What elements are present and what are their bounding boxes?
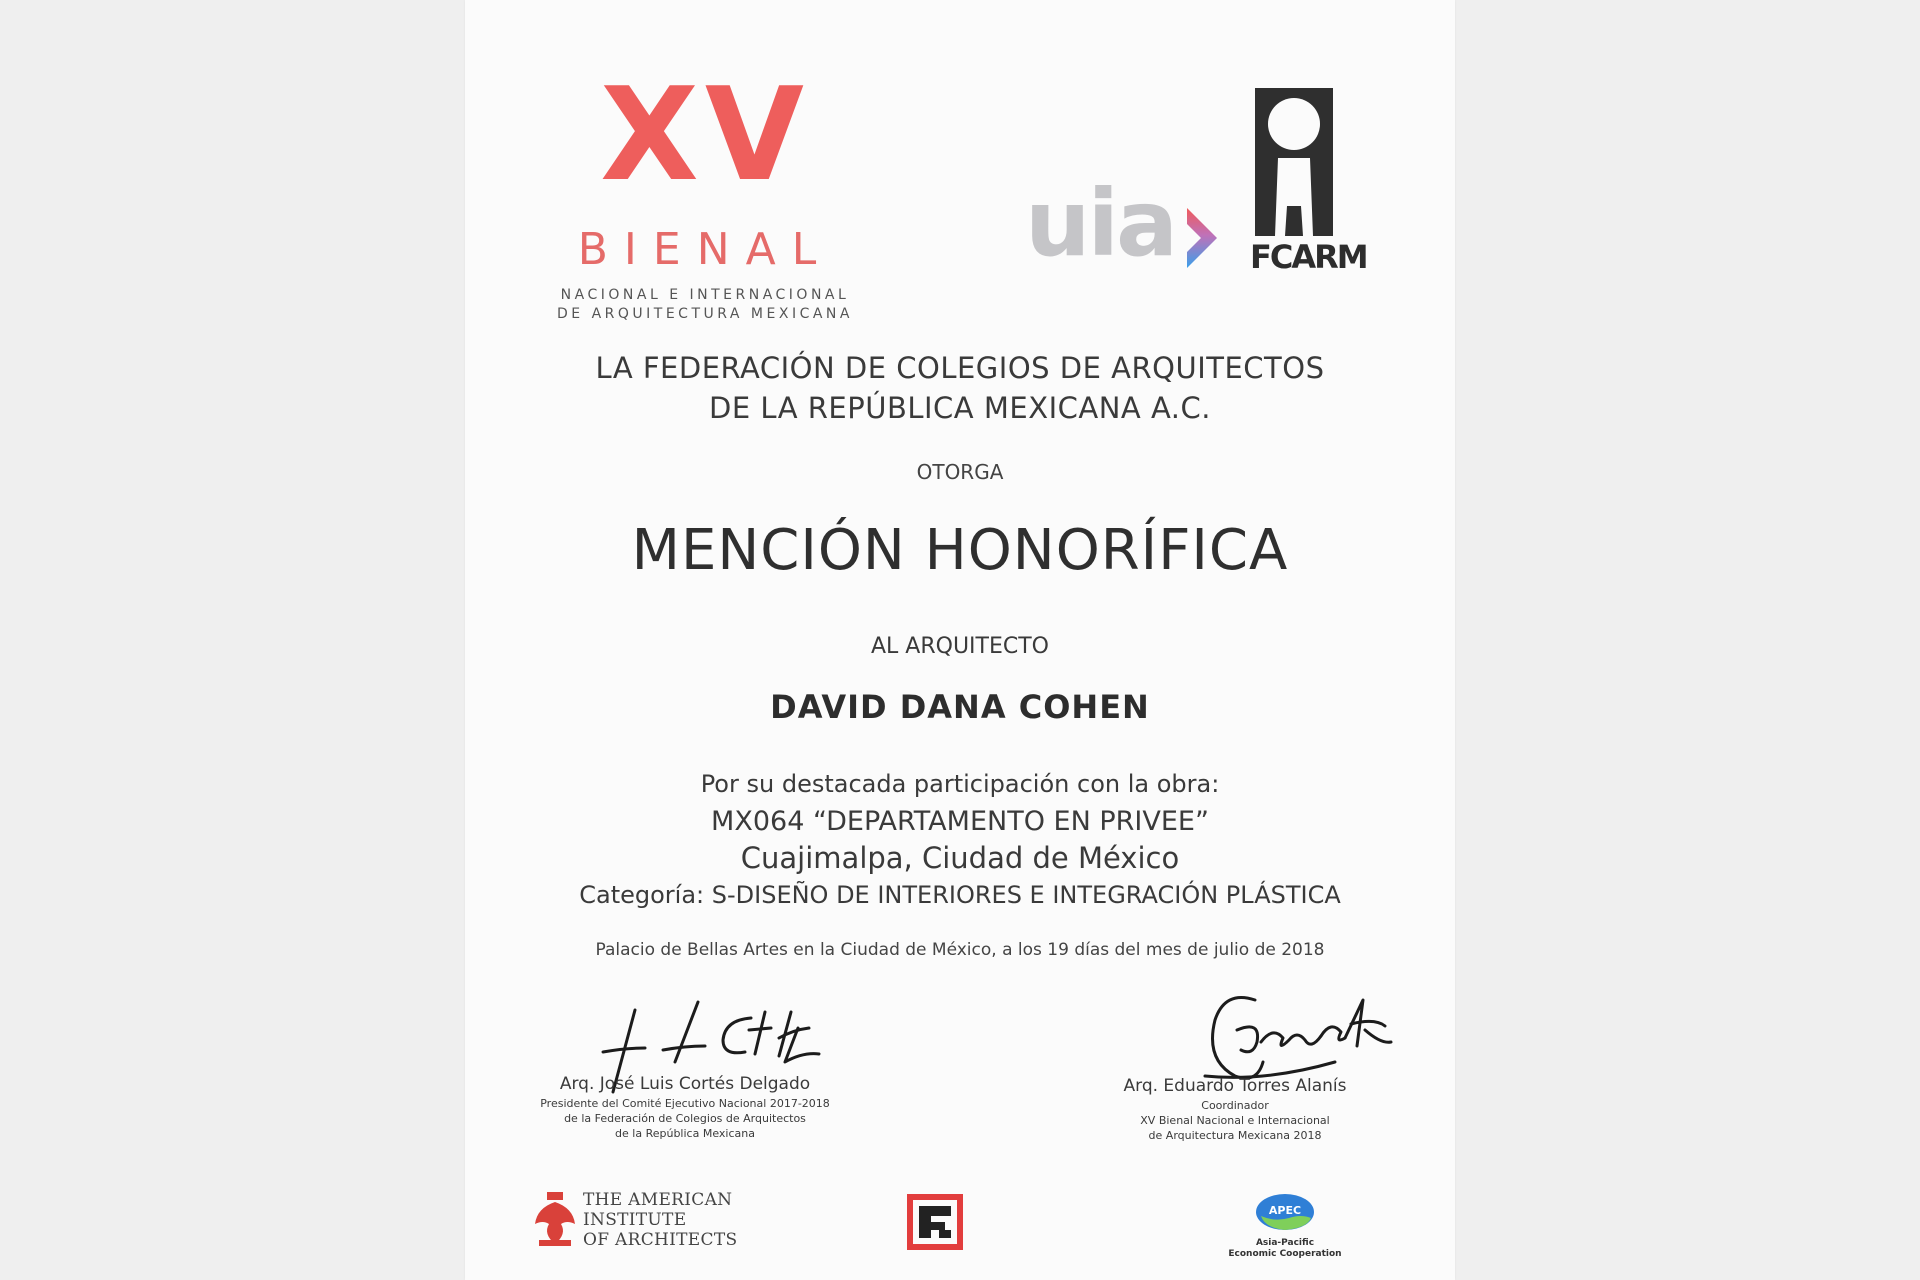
signatory-1-role-3: de la República Mexicana — [615, 1127, 755, 1140]
signatory-2-role-3: de Arquitectura Mexicana 2018 — [1148, 1129, 1322, 1142]
issuer-federation — [465, 348, 1455, 428]
project-title: MX064 “DEPARTAMENTO EN PRIVEE” — [711, 806, 1209, 837]
signatory-1-role-1: Presidente del Comité Ejecutivo Nacional 2017-2018 — [540, 1097, 830, 1110]
signatory-1-role-2: de la Federación de Colegios de Arquitectos — [564, 1112, 806, 1125]
place-and-date: Palacio de Bellas Artes en la Ciudad de México, a los 19 días del mes de julio de 2018 — [595, 940, 1325, 960]
signatory-2-role-2: XV Bienal Nacional e Internacional — [1140, 1114, 1330, 1127]
apec-sub-line-2: Economic Cooperation — [1228, 1249, 1342, 1259]
otorga-label: OTORGA — [916, 460, 1004, 484]
signatory-1 — [525, 1072, 845, 1141]
xv-numeral: XV — [600, 61, 810, 210]
apec-subtitle — [1220, 1238, 1350, 1260]
aia-name — [583, 1190, 737, 1250]
aia-eagle-icon — [533, 1190, 577, 1248]
fpaa-logo-icon — [907, 1194, 963, 1250]
aia-line-1: THE AMERICAN — [583, 1190, 733, 1210]
bienal-subtitle — [535, 286, 875, 324]
recipient-name: DAVID DANA COHEN — [770, 688, 1150, 726]
aia-line-3: OF ARCHITECTS — [583, 1230, 738, 1250]
fcarm-label: FCARM — [1250, 238, 1367, 276]
federation-line-2: DE LA REPÚBLICA MEXICANA A.C. — [709, 391, 1211, 425]
uia-arrow-icon — [1183, 206, 1221, 270]
award-title: MENCIÓN HONORÍFICA — [631, 518, 1289, 583]
bienal-subtitle-line-1: NACIONAL E INTERNACIONAL — [560, 287, 850, 303]
recipient-prefix: AL ARQUITECTO — [871, 634, 1049, 659]
project-intro: Por su destacada participación con la obra: — [700, 770, 1220, 798]
project-location: Cuajimalpa, Ciudad de México — [740, 841, 1180, 875]
bienal-title: BIENAL — [577, 224, 833, 275]
project-category: Categoría: S-DISEÑO DE INTERIORES E INTEGRACIÓN PLÁSTICA — [579, 881, 1341, 909]
federation-line-1: LA FEDERACIÓN DE COLEGIOS DE ARQUITECTOS — [595, 351, 1325, 385]
aia-line-2: INSTITUTE — [583, 1210, 687, 1230]
signatory-2-name: Arq. Eduardo Torres Alanís — [1123, 1076, 1347, 1096]
signatory-2 — [1075, 1074, 1395, 1143]
apec-sub-line-1: Asia-Pacific — [1255, 1238, 1315, 1248]
apec-globe-icon — [1255, 1192, 1315, 1232]
project-details — [465, 766, 1455, 914]
signatory-2-role-1: Coordinador — [1201, 1099, 1269, 1112]
fcarm-logo-icon — [1255, 88, 1333, 236]
bienal-subtitle-line-2: DE ARQUITECTURA MEXICANA — [557, 306, 853, 322]
certificate-paper — [465, 0, 1455, 1280]
apec-label: APEC — [1268, 1204, 1302, 1217]
signatory-1-name: Arq. José Luis Cortés Delgado — [559, 1074, 811, 1094]
uia-logo-text: uia — [1025, 170, 1176, 277]
